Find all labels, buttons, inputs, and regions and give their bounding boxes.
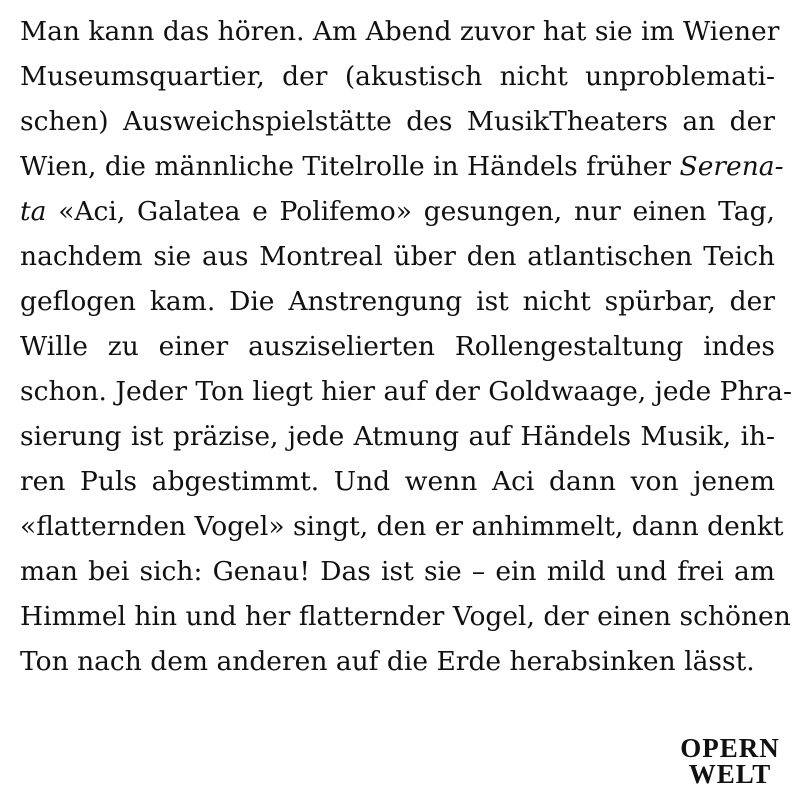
text-line-content: Wien, die männliche Titelrolle in Händels früher <box>20 151 672 182</box>
text-line-content: «flatternden Vogel» singt, den er anhimmelt, dann denkt <box>20 511 784 542</box>
text-line-content: Ton nach dem anderen auf die Erde herabsinken lässt. <box>20 646 755 677</box>
text-line-content: sierung ist präzise, jede Atmung auf Händels Musik, ih- <box>20 421 775 452</box>
text-line <box>20 237 775 277</box>
text-line <box>20 507 784 547</box>
text-line-content: ren Puls abgestimmt. Und wenn Aci dann von jenem <box>20 466 775 497</box>
italic-title-fragment: ta <box>20 196 47 227</box>
text-line <box>20 372 792 412</box>
text-line-content: man bei sich: Genau! Das ist sie – ein mild und frei am <box>20 556 775 587</box>
text-line-content: nachdem sie aus Montreal über den atlantischen Teich <box>20 241 775 272</box>
text-line-content: schon. Jeder Ton liegt hier auf der Goldwaage, jede Phra- <box>20 376 792 407</box>
text-line-content: «Aci, Galatea e Polifemo» gesungen, nur einen Tag, <box>58 196 775 227</box>
opernwelt-logo <box>680 735 780 793</box>
text-line <box>20 12 780 52</box>
text-line <box>20 147 784 187</box>
logo-line-1: OPERN <box>680 733 780 763</box>
text-line-content: Man kann das hören. Am Abend zuvor hat sie im Wiener <box>20 16 780 47</box>
text-line <box>20 462 775 502</box>
text-line <box>20 552 775 592</box>
text-line-content: geflogen kam. Die Anstrengung ist nicht spürbar, der <box>20 286 775 317</box>
text-line-content: Museumsquartier, der (akustisch nicht unproblemati- <box>20 61 775 92</box>
text-line-content: schen) Ausweichspielstätte des MusikTheaters an der <box>20 106 775 137</box>
text-line-content: Wille zu einer ausziselierten Rollengestaltung indes <box>20 331 775 362</box>
text-line-content: Himmel hin und her flatternder Vogel, der einen schönen <box>20 601 791 632</box>
text-line <box>20 102 775 142</box>
text-line <box>20 417 775 457</box>
logo-line-2: WELT <box>688 759 772 789</box>
text-line <box>20 327 775 367</box>
text-line <box>20 57 775 97</box>
text-line <box>20 192 775 232</box>
italic-title-fragment: Serena- <box>679 151 784 182</box>
text-line <box>20 597 791 637</box>
text-line <box>20 642 775 682</box>
article-text <box>20 0 792 720</box>
text-line <box>20 282 775 322</box>
